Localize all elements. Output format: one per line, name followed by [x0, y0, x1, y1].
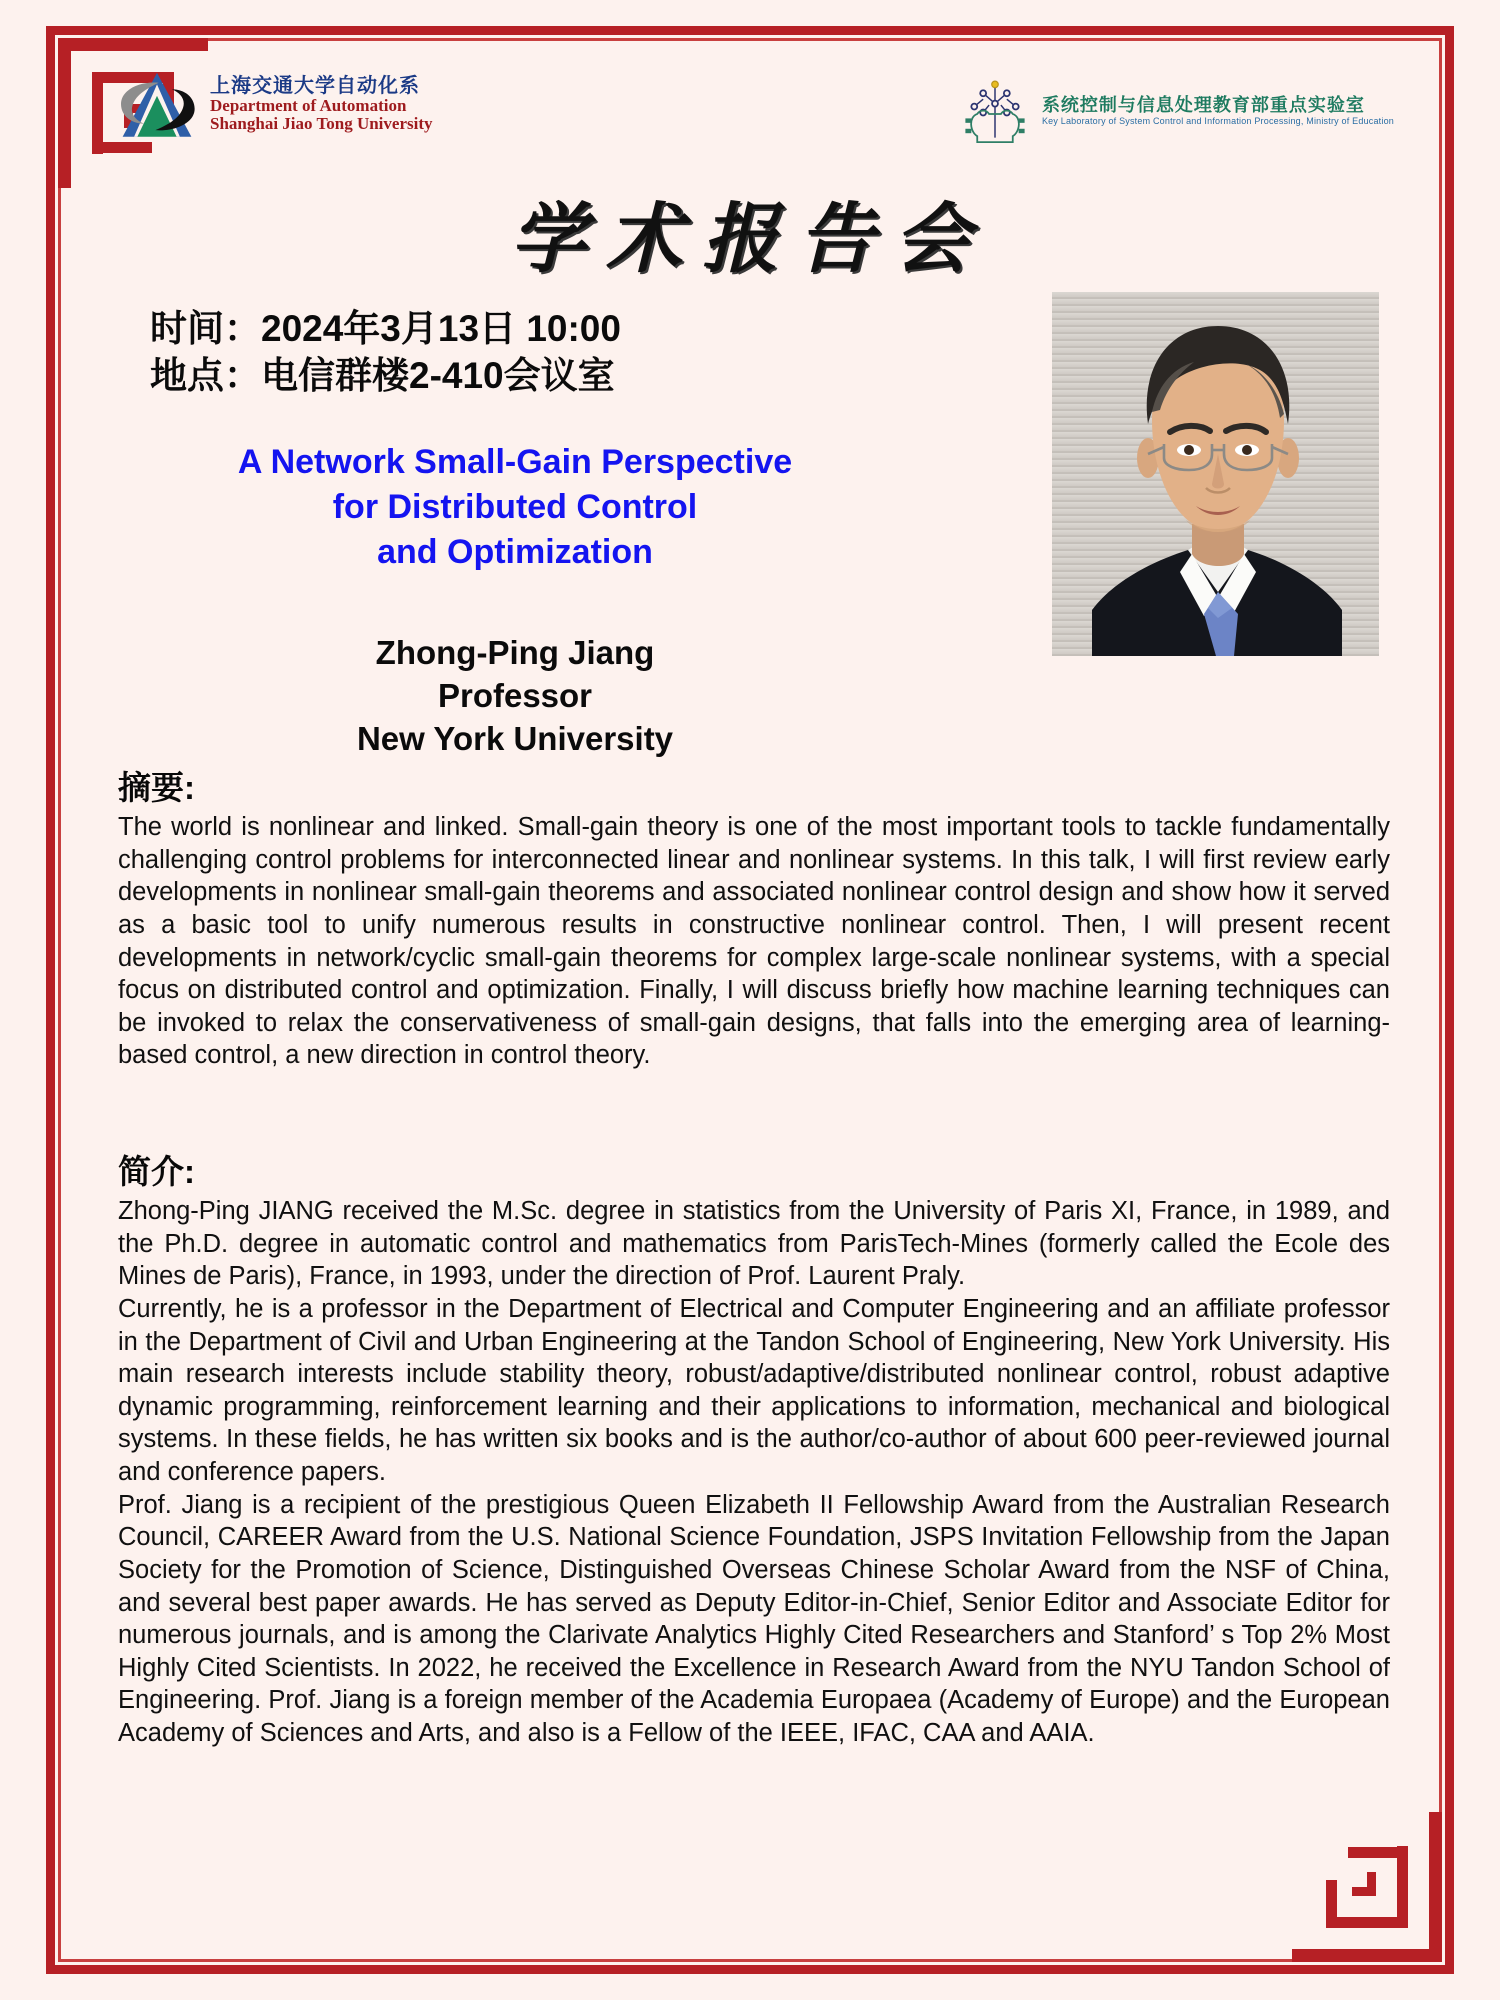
lab-logo-en: Key Laboratory of System Control and Information Processing, Ministry of Education: [1041, 116, 1394, 127]
event-time-value: 2024年3月13日 10:00: [261, 308, 621, 349]
bio-paragraph-2: Currently, he is a professor in the Department of Electrical and Computer Engineering and an affiliate professor in the Department of Civil and Urban Engineering at the Tandon School of Engineering, New York University. His main research interests include stability theory, robust/adaptive/distributed nonlinear control, robust adaptive dynamic programming, reinforcement learning and their applications to information, mechanical and biological systems. In these fields, he has written six books and is the author/co-author of about 600 peer-reviewed journal and conference papers.: [118, 1294, 1390, 1486]
bio-paragraph-1: Zhong-Ping JIANG received the M.Sc. degree in statistics from the University of Paris XI, France, in 1989, and the Ph.D. degree in automatic control and mathematics from ParisTech-Mines (formerly called the Ecole des Mines de Paris), France, in 1993, under the direction of Prof. Laurent Praly.: [118, 1197, 1390, 1291]
event-time-label: 时间：: [150, 308, 261, 349]
speaker-photo: [1052, 292, 1379, 656]
abstract-section: [118, 762, 1390, 1072]
lab-logo-cn: 系统控制与信息处理教育部重点实验室: [1041, 95, 1365, 116]
abstract-heading: 摘要:: [118, 769, 195, 806]
speaker-affiliation: New York University: [356, 719, 674, 757]
talk-title: [110, 440, 920, 576]
talk-title-line-2: for Distributed Control: [332, 488, 698, 527]
talk-title-line-3: and Optimization: [377, 533, 653, 572]
sjtu-logo-en-line1: Department of Automation: [210, 95, 407, 115]
portrait-image: [1052, 292, 1379, 656]
bio-text: [118, 1195, 1390, 1750]
sjtu-emblem-icon: [116, 68, 198, 140]
event-place-label: 地点：: [150, 355, 261, 397]
page-title: 学术报告会: [510, 198, 990, 282]
sjtu-logo-en-line2: Shanghai Jiao Tong University: [210, 113, 433, 133]
lab-emblem-icon: [958, 74, 1032, 148]
speaker-rank: Professor: [437, 676, 593, 714]
event-place-value: 电信群楼2-410会议室: [261, 355, 615, 397]
bio-section: [118, 1146, 1390, 1750]
event-meta: [150, 305, 621, 400]
event-place-row: [150, 352, 621, 399]
poster-header: [96, 68, 1404, 168]
bio-heading: 简介:: [118, 1153, 195, 1190]
bio-paragraph-3: Prof. Jiang is a recipient of the prestigious Queen Elizabeth II Fellowship Award from the Australian Research Council, CAREER Award from the U.S. National Science Foundation, JSPS Invitation Fellowship from the Japan Society for the Promotion of Science, Distinguished Overseas Chinese Scholar Award from the NSF of China, and several best paper awards. He has served as Deputy Editor-in-Chief, Senior Editor and Associate Editor for numerous journals, and is among the Clarivate Analytics Highly Cited Researchers and Stanford’ s Top 2% Most Highly Cited Scientists. In 2022, he received the Excellence in Research Award from the NYU Tandon School of Engineering. Prof. Jiang is a foreign member of the Academia Europaea (Academy of Europe) and the European Academy of Sciences and Arts, and also is a Fellow of the IEEE, IFAC, CAA and AAIA.: [118, 1490, 1390, 1747]
event-time-row: [150, 305, 621, 352]
sjtu-automation-logo: [116, 68, 433, 140]
speaker-name: Zhong-Ping Jiang: [375, 634, 655, 671]
talk-title-line-1: A Network Small-Gain Perspective: [237, 443, 793, 481]
key-laboratory-logo: [958, 74, 1394, 148]
abstract-text: The world is nonlinear and linked. Small-gain theory is one of the most important tools to tackle fundamentally challenging control problems for interconnected linear and nonlinear systems. In this talk, I will first review early developments in nonlinear small-gain theorems and associated nonlinear control design and show how it served as a basic tool to unify numerous results in constructive nonlinear control. Then, I will present recent developments in network/cyclic small-gain theorems for complex large-scale nonlinear systems, with a special focus on distributed control and optimization. Finally, I will discuss briefly how machine learning techniques can be invoked to relax the conservativeness of small-gain designs, that falls into the emerging area of learning-based control, a new direction in control theory.: [118, 813, 1390, 1070]
speaker-block: [110, 632, 920, 761]
sjtu-logo-cn: 上海交通大学自动化系: [210, 74, 420, 97]
